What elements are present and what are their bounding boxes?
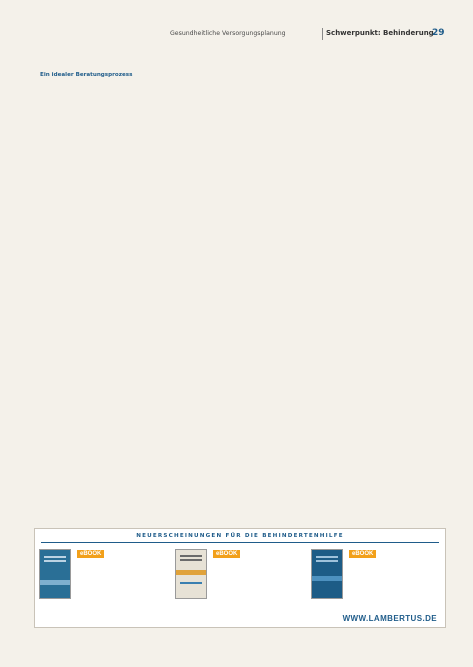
header-topic: Schwerpunkt: Behinderung (326, 29, 434, 37)
text-column-3 (304, 66, 434, 486)
text-column-1 (40, 66, 166, 486)
header-section: Gesundheitliche Versorgungsplanung (170, 30, 286, 37)
text-column-2 (172, 66, 298, 486)
book-cover-image (175, 549, 207, 599)
book-ad-2[interactable] (175, 549, 303, 607)
book-cover-image (311, 549, 343, 599)
ebook-badge: eBOOK (213, 550, 240, 558)
ad-title: NEUERSCHEINUNGEN FÜR DIE BEHINDERTENHILFE (136, 533, 344, 539)
book-ad-1[interactable] (39, 549, 167, 607)
publisher-website-link[interactable]: WWW.LAMBERTUS.DE (342, 614, 437, 623)
ad-divider (41, 542, 439, 543)
ebook-badge: eBOOK (349, 550, 376, 558)
header-divider (322, 28, 323, 40)
ebook-badge: eBOOK (77, 550, 104, 558)
page-number: 29 (432, 28, 445, 38)
running-header (170, 28, 470, 42)
subheading: Ein idealer Beratungsprozess (40, 72, 133, 78)
book-cover-image (39, 549, 71, 599)
advertisement-banner[interactable] (34, 528, 446, 628)
book-ad-3[interactable] (311, 549, 439, 607)
